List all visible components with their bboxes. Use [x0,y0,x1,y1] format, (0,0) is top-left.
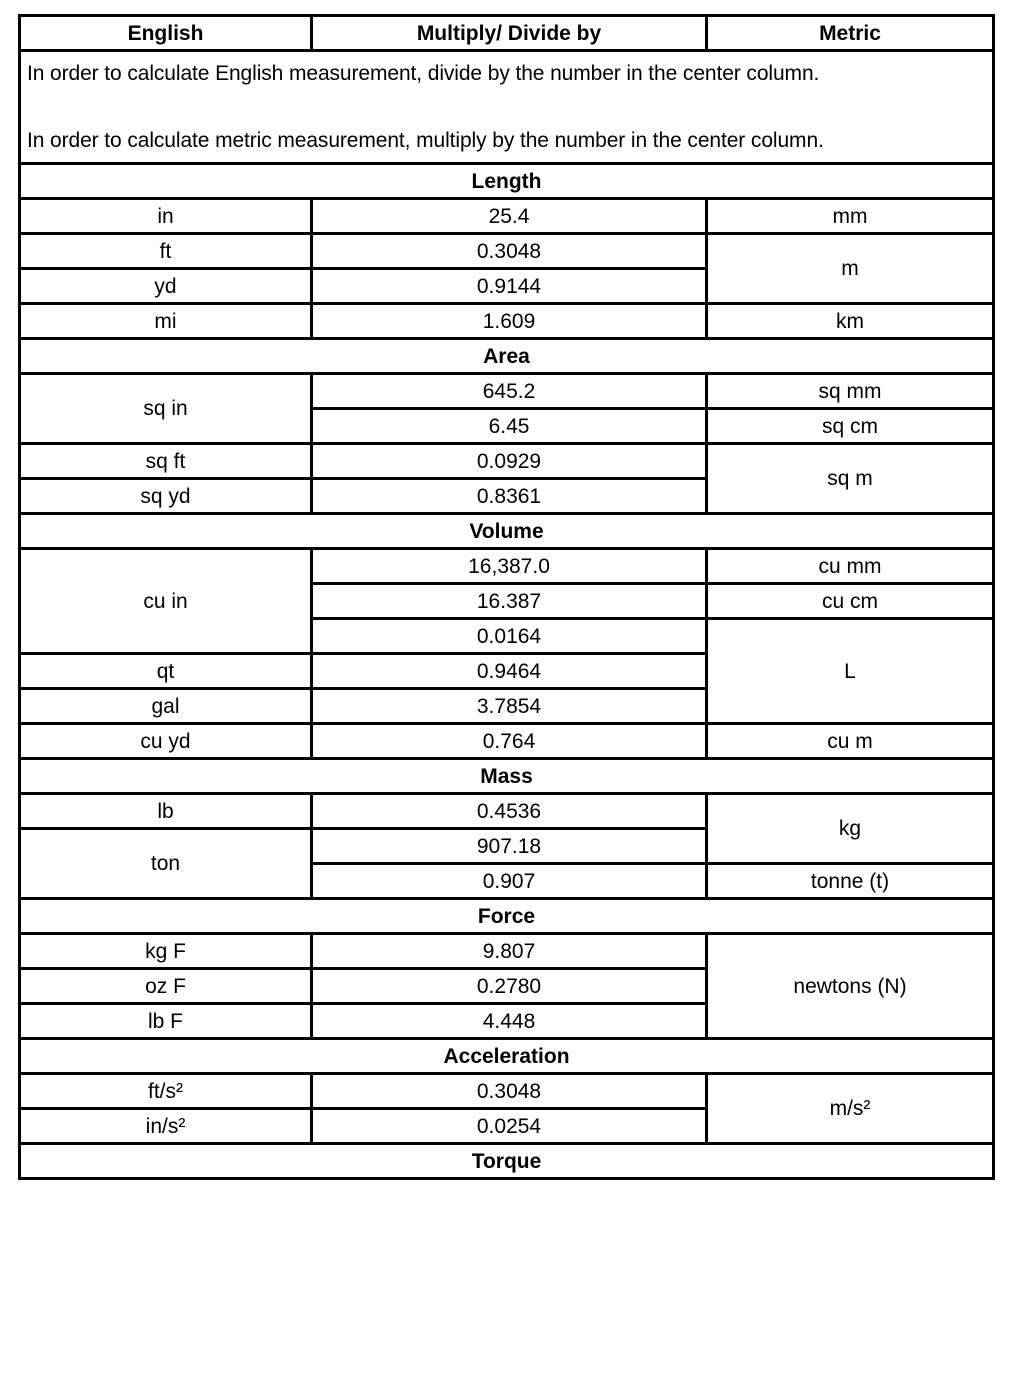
english-unit: cu in [20,549,312,654]
table-row [20,444,994,479]
english-unit: sq in [20,374,312,444]
table-row [20,374,994,409]
english-unit: ft/s² [20,1074,312,1109]
instructions-cell [20,51,994,164]
conversion-factor: 0.9144 [312,269,707,304]
conversion-factor: 0.0254 [312,1109,707,1144]
english-unit: sq ft [20,444,312,479]
english-unit: in/s² [20,1109,312,1144]
english-unit: sq yd [20,479,312,514]
table-row [20,304,994,339]
instruction-spacer [27,86,986,128]
metric-unit: m [707,234,994,304]
section-title-force: Force [20,899,994,934]
english-instruction: In order to calculate English measurement, divide by the number in the center column. [27,61,820,85]
english-unit: qt [20,654,312,689]
metric-unit: m/s² [707,1074,994,1144]
instructions-row [20,51,994,164]
table-row [20,234,994,269]
table-row [20,934,994,969]
conversion-factor: 16,387.0 [312,549,707,584]
conversion-factor: 0.907 [312,864,707,899]
header-row [20,16,994,51]
conversion-factor: 0.4536 [312,794,707,829]
section-title-torque: Torque [20,1144,994,1179]
section-row [20,339,994,374]
conversion-factor: 907.18 [312,829,707,864]
conversion-factor: 3.7854 [312,689,707,724]
table-row [20,794,994,829]
english-unit: kg F [20,934,312,969]
table-row [20,199,994,234]
metric-unit: cu mm [707,549,994,584]
section-title-acceleration: Acceleration [20,1039,994,1074]
english-unit: lb [20,794,312,829]
conversion-factor: 0.3048 [312,234,707,269]
conversion-factor: 0.0929 [312,444,707,479]
conversion-factor: 1.609 [312,304,707,339]
conversion-factor: 6.45 [312,409,707,444]
section-row [20,899,994,934]
conversion-factor: 0.3048 [312,1074,707,1109]
metric-unit: newtons (N) [707,934,994,1039]
english-unit: lb F [20,1004,312,1039]
conversion-factor: 4.448 [312,1004,707,1039]
metric-column-header: Metric [707,16,994,51]
conversion-factor: 0.2780 [312,969,707,1004]
section-row [20,164,994,199]
metric-unit: tonne (t) [707,864,994,899]
section-row [20,759,994,794]
conversion-factor: 0.9464 [312,654,707,689]
conversion-factor: 0.0164 [312,619,707,654]
metric-instruction: In order to calculate metric measurement, multiply by the number in the center column. [27,129,824,152]
conversion-factor: 0.764 [312,724,707,759]
english-unit: gal [20,689,312,724]
section-row [20,1039,994,1074]
section-row [20,1144,994,1179]
english-unit: oz F [20,969,312,1004]
section-title-volume: Volume [20,514,994,549]
metric-unit: L [707,619,994,724]
conversion-factor: 0.8361 [312,479,707,514]
metric-unit: sq m [707,444,994,514]
english-column-header: English [20,16,312,51]
metric-unit: sq mm [707,374,994,409]
section-title-length: Length [20,164,994,199]
metric-unit: cu cm [707,584,994,619]
metric-unit: cu m [707,724,994,759]
metric-unit: km [707,304,994,339]
section-row [20,514,994,549]
english-unit: in [20,199,312,234]
section-title-mass: Mass [20,759,994,794]
english-unit: ft [20,234,312,269]
conversion-factor: 16.387 [312,584,707,619]
section-title-area: Area [20,339,994,374]
table-row [20,549,994,584]
metric-unit: sq cm [707,409,994,444]
english-unit: cu yd [20,724,312,759]
conversion-factor: 9.807 [312,934,707,969]
table-row [20,1074,994,1109]
factor-column-header: Multiply/ Divide by [312,16,707,51]
english-unit: mi [20,304,312,339]
table-row [20,724,994,759]
metric-unit: mm [707,199,994,234]
english-unit: ton [20,829,312,899]
english-unit: yd [20,269,312,304]
conversion-factor: 25.4 [312,199,707,234]
conversion-table [18,14,995,1180]
conversion-factor: 645.2 [312,374,707,409]
metric-unit: kg [707,794,994,864]
